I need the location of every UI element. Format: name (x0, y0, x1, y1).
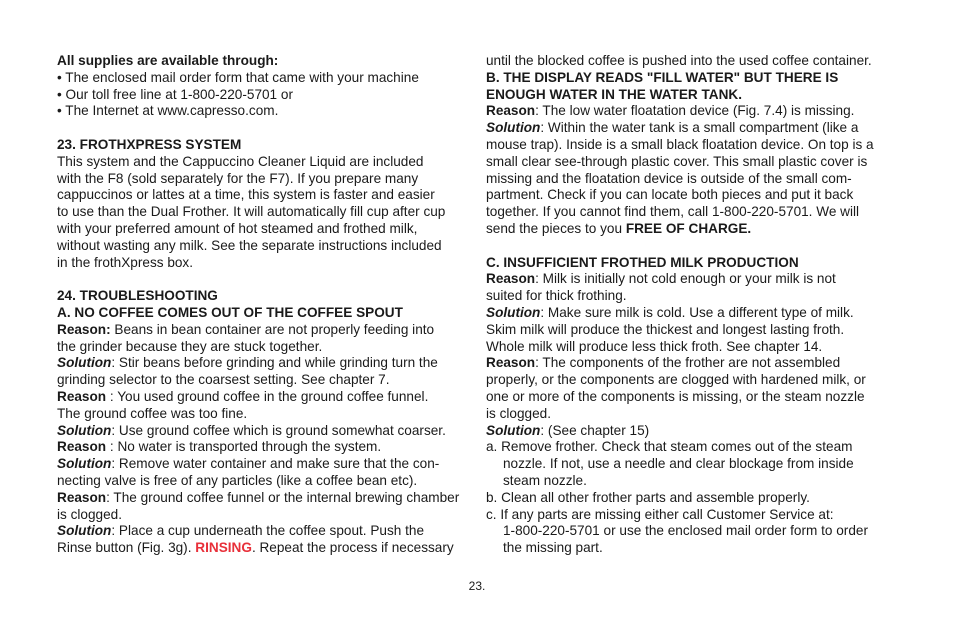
subsection-heading-b: B. THE DISPLAY READS "FILL WATER" BUT THERE IS (486, 69, 839, 85)
reason-label: Reason (486, 103, 536, 119)
reason-line (57, 439, 469, 456)
solution-line (57, 523, 469, 540)
solution-label: Solution (486, 120, 541, 136)
free-of-charge-highlight: FREE OF CHARGE. (625, 220, 752, 236)
body-text: without wasting any milk. See the separate instructions included (57, 237, 442, 253)
body-text: until the blocked coffee is pushed into the used coffee container. (486, 53, 872, 68)
reason-text: : No water is transported through the system. (106, 439, 382, 455)
spacer (486, 238, 898, 255)
body-text: the grinder because they are stuck together. (57, 338, 323, 354)
solution-line (486, 120, 898, 137)
reason-line (57, 389, 469, 406)
subsection-heading-b: ENOUGH WATER IN THE WATER TANK. (486, 86, 743, 102)
solution-text: : (See chapter 15) (540, 422, 650, 438)
solution-line (57, 540, 469, 557)
solution-text: . Repeat the process if necessary (251, 540, 454, 556)
list-item-a: a. Remove frother. Check that steam comes out of the steam (486, 439, 853, 455)
reason-text: : Milk is initially not cold enough or your milk is not (535, 271, 836, 287)
reason-line (486, 355, 898, 372)
reason-text: Beans in bean container are not properly feeding into (110, 321, 435, 337)
body-text: one or more of the components is missing, or the steam nozzle (486, 388, 865, 404)
body-text: is clogged. (57, 506, 122, 522)
supplies-item: • The Internet at www.capresso.com. (57, 103, 279, 119)
body-text: small clear see-through plastic cover. This small plastic cover is (486, 153, 868, 169)
reason-text: : The low water floatation device (Fig. 7.4) is missing. (535, 103, 855, 119)
body-text: Whole milk will produce less thick froth. See chapter 14. (486, 338, 823, 354)
body-text: is clogged. (486, 405, 551, 421)
solution-label: Solution (57, 523, 112, 539)
section-heading-frothxpress: 23. FROTHXPRESS SYSTEM (57, 136, 242, 152)
body-text: mouse trap). Inside is a small black floatation device. On top is a (486, 136, 874, 152)
reason-text: : You used ground coffee in the ground coffee funnel. (106, 388, 429, 404)
body-text: in the frothXpress box. (57, 254, 194, 270)
solution-text: : Place a cup underneath the coffee spout. Push the (111, 523, 425, 539)
body-text: with the F8 (sold separately for the F7). If you prepare many (57, 170, 419, 186)
body-text: missing and the floatation device is outside of the small com- (486, 170, 852, 186)
list-item-a-continued: nozzle. If not, use a needle and clear blockage from inside (503, 456, 854, 472)
reason-label: Reason (57, 388, 107, 404)
supplies-item: • Our toll free line at 1-800-220-5701 or (57, 86, 293, 102)
solution-line (57, 456, 469, 473)
body-text: The ground coffee was too fine. (57, 405, 248, 421)
body-text: partment. Check if you can locate both pieces and put it back (486, 187, 854, 203)
body-text: properly, or the components are clogged with hardened milk, or (486, 372, 866, 388)
solution-line (486, 221, 898, 238)
solution-text: : Stir beans before grinding and while grinding turn the (111, 355, 438, 371)
list-item-c: c. If any parts are missing either call Customer Service at: (486, 506, 834, 522)
supplies-item: • The enclosed mail order form that came with your machine (57, 69, 419, 85)
spacer (57, 120, 469, 137)
subsection-heading-a: A. NO COFFEE COMES OUT OF THE COFFEE SPOUT (57, 304, 403, 320)
body-text: grinding selector to the coarsest setting. See chapter 7. (57, 372, 390, 388)
rinsing-highlight: RINSING (195, 540, 252, 556)
solution-text: send the pieces to you (486, 220, 626, 236)
solution-line (57, 355, 469, 372)
body-text: to use than the Dual Frother. It will automatically fill cup after cup (57, 204, 446, 220)
body-text: with your preferred amount of hot steamed and frothed milk, (57, 220, 418, 236)
reason-text: : The components of the frother are not assembled (535, 355, 841, 371)
left-column (57, 53, 469, 557)
solution-label: Solution (57, 422, 112, 438)
body-text: suited for thick frothing. (486, 288, 627, 304)
reason-label: Reason (57, 489, 107, 505)
solution-line (486, 423, 898, 440)
reason-label: Reason (57, 439, 107, 455)
reason-label: Reason (486, 271, 536, 287)
subsection-heading-c: C. INSUFFICIENT FROTHED MILK PRODUCTION (486, 254, 799, 270)
reason-line (57, 322, 469, 339)
body-text: Skim milk will produce the thickest and longest lasting froth. (486, 321, 845, 337)
list-item-c-continued: 1-800-220-5701 or use the enclosed mail order form to order (503, 523, 868, 539)
solution-text: : Within the water tank is a small compartment (like a (540, 120, 859, 136)
reason-label: Reason: (57, 321, 111, 337)
body-text: necting valve is free of any particles (like a coffee bean etc). (57, 472, 418, 488)
solution-text: : Make sure milk is cold. Use a different type of milk. (540, 304, 854, 320)
solution-label: Solution (57, 456, 112, 472)
reason-line (486, 103, 898, 120)
page-number: 23. (468, 579, 486, 593)
solution-line (57, 423, 469, 440)
right-column (486, 53, 898, 557)
solution-text: Rinse button (Fig. 3g). (57, 540, 196, 556)
solution-label: Solution (486, 304, 541, 320)
spacer (57, 271, 469, 288)
solution-line (486, 305, 898, 322)
reason-line (57, 490, 469, 507)
list-item-c-continued: the missing part. (503, 540, 603, 556)
solution-text: : Use ground coffee which is ground somewhat coarser. (111, 422, 446, 438)
supplies-heading: All supplies are available through: (57, 53, 279, 68)
reason-text: : The ground coffee funnel or the internal brewing chamber (106, 489, 460, 505)
solution-label: Solution (57, 355, 112, 371)
list-item-b: b. Clean all other frother parts and assemble properly. (486, 489, 810, 505)
solution-text: : Remove water container and make sure that the con- (111, 456, 440, 472)
list-item-a-continued: steam nozzle. (503, 472, 587, 488)
body-text: This system and the Cappuccino Cleaner Liquid are included (57, 153, 424, 169)
solution-label: Solution (486, 422, 541, 438)
body-text: together. If you cannot find them, call 1-800-220-5701. We will (486, 204, 860, 220)
section-heading-troubleshooting: 24. TROUBLESHOOTING (57, 288, 218, 304)
body-text: cappuccinos or lattes at a time, this system is faster and easier (57, 187, 435, 203)
reason-label: Reason (486, 355, 536, 371)
reason-line (486, 271, 898, 288)
